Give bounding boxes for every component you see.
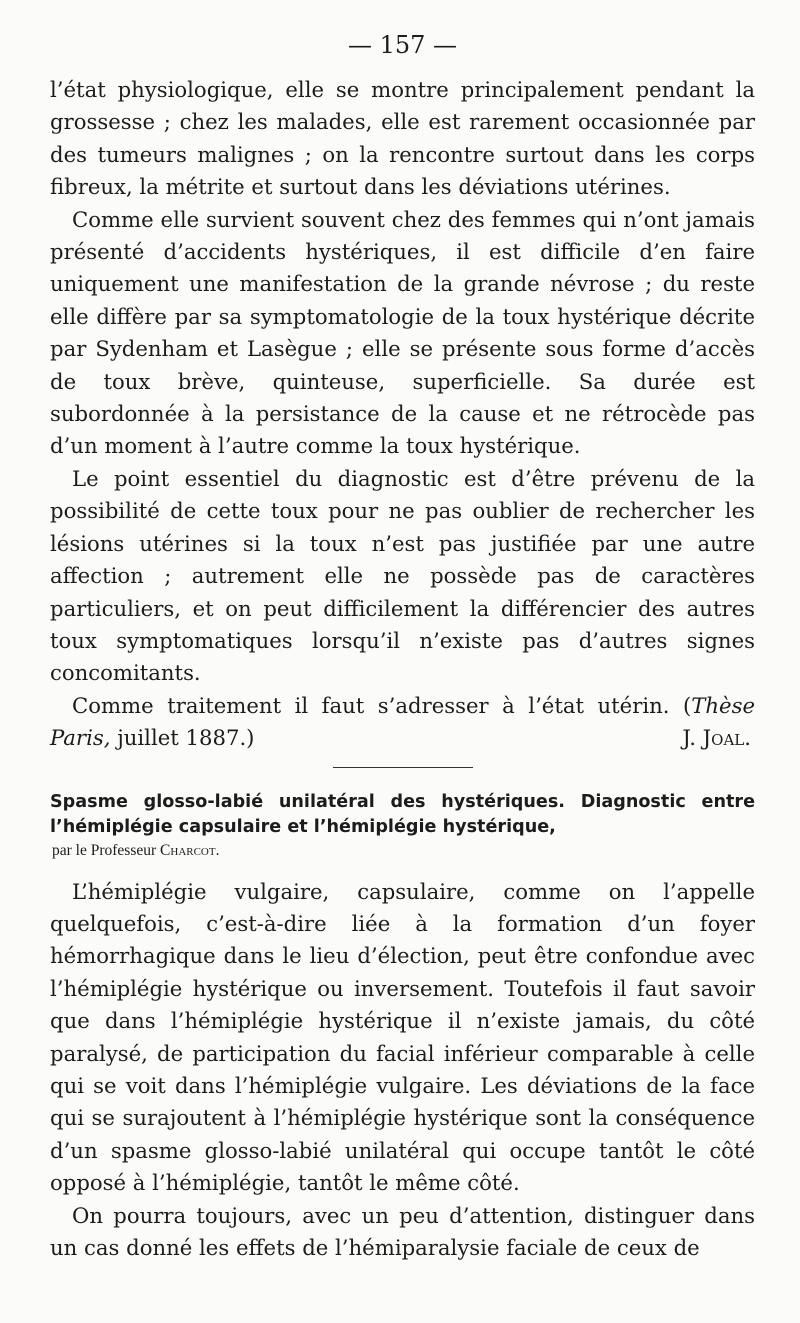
section-toux-uterine [50, 74, 755, 755]
section-divider [333, 767, 473, 768]
article-title: Spasme glosso-labié unilatéral des hystériques. Diagnostic entre l’hémiplégie capsulaire et l’hémiplégie hystérique, [50, 791, 755, 837]
paragraph: Comme elle survient souvent chez des femmes qui n’ont jamais présenté d’accidents hystériques, il est difficile d’en faire uniquement une manifestation de la grande névrose ; du reste elle diffère par sa symptomatologie de la toux hystérique décrite par Sydenham et Lasègue ; elle se présente sous forme d’accès de toux brève, quinteuse, superficielle. Sa durée est subordonnée à la persistance de la cause et ne rétrocède pas d’un moment à l’autre comme la toux hystérique. [50, 206, 755, 459]
author-name: Charcot. [160, 841, 220, 859]
author-prefix: par le Professeur [52, 841, 161, 859]
paragraph: l’état physiologique, elle se montre principalement pendant la grossesse ; chez les malades, elle est rarement occasionnée par des tumeurs malignes ; on la rencontre surtout dans les corps fibreux, la métrite et surtout dans les déviations utérines. [50, 77, 755, 200]
paragraph: Le point essentiel du diagnostic est d’être prévenu de la possibilité de cette toux pour ne pas oublier de rechercher les lésions utérines si la toux n’est pas justifiée par une autre affection ; autrement elle ne possède pas de caractères particuliers, et on peut difficilement la différencier des autres toux symptomatiques lorsqu’il n’existe pas d’autres signes concomitants. [50, 465, 755, 686]
author-signature: J. Joal. [682, 725, 751, 751]
paragraph: L’hémiplégie vulgaire, capsulaire, comme on l’appelle quelquefois, c’est-à-dire liée à la formation d’un foyer hémorrhagique dans le lieu d’élection, peut être confondue avec l’hémiplégie hystérique ou inversement. Toutefois il faut savoir que dans l’hémiplégie hystérique il n’existe jamais, du côté paralysé, de participation du facial inférieur comparable à celle qui se voit dans l’hémiplégie vulgaire. Les déviations de la face qui se surajoutent à l’hémiplégie hystérique sont la conséquence d’un spasme glosso-labié unilatéral qui occupe tantôt le côté opposé à l’hémiplégie, tantôt le même côté. [50, 878, 755, 1196]
citation-date: juillet 1887.) [110, 725, 255, 751]
treatment-text: Comme traitement il faut s’adresser à l’état utérin. ( [72, 692, 692, 718]
paragraph: On pourra toujours, avec un peu d’attention, distinguer dans un cas donné les effets de l’hémiparalysie faciale de ceux de [50, 1202, 755, 1260]
paragraph-treatment [50, 690, 755, 755]
article-body [50, 876, 755, 1265]
article-heading [50, 790, 755, 862]
page-number: — 157 — [347, 31, 458, 59]
page [50, 30, 755, 1264]
article-author [52, 840, 755, 862]
citation-source: Thèse Paris, [50, 692, 755, 751]
